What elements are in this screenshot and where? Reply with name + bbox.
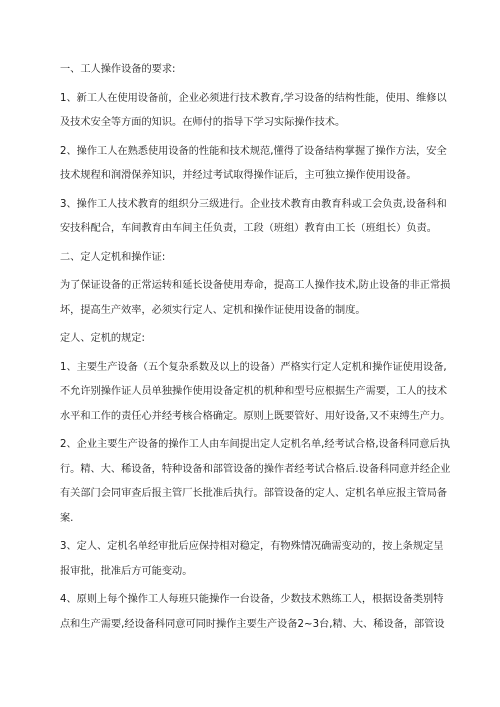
text-line: 点和生产需要,经设备科同意可同时操作主要生产设备2~3台,精、大、稀设备，部管设 xyxy=(60,618,445,630)
text-line: 1、主要生产设备（五个复杂系数及以上的设备）严格实行定人定机和操作证使用设备, xyxy=(60,361,447,373)
text-line: 3、定人、定机名单经审批后应保持相对稳定，有物殊情况确需变动的，按上条规定呈 xyxy=(60,541,444,552)
text-line: 2、企业主要生产设备的操作工人由车间提出定人定机名单,经考试合格,设备科同意后执 xyxy=(60,439,450,450)
document-body xyxy=(60,58,452,637)
text-line: 安技科配合，车间教育由车间主任负责，工段（班组）教育由工长（班组长）负责。 xyxy=(60,223,437,234)
section-heading-2: 二、定人定机和操作证: xyxy=(60,251,166,263)
text-line: 1、新工人在使用设备前，企业必须进行技术教育,学习设备的结构性能，使用、维修以 xyxy=(60,92,447,104)
text-line: 2、操作工人在熟悉使用设备的性能和技术规范,懂得了设备结构掌握了操作方法，安全 xyxy=(60,145,447,157)
section-heading-1: 一、工人操作设备的要求: xyxy=(60,64,176,75)
text-line: 3、操作工人技术教育的组织分三级进行。企业技术教育由教育科或工会负责,设备科和 xyxy=(60,198,447,210)
text-line: 有关部门会同审查后报主管厂长批准后执行。部管设备的定人、定机名单应报主管局备 xyxy=(60,488,448,499)
text-line: 不允许别操作证人员单独操作使用设备定机的机种和型号应根据生产需要，工人的技术 xyxy=(60,386,448,397)
text-line: 坏，提高生产效率，必须实行定人、定机和操作证使用设备的制度。 xyxy=(60,304,366,316)
text-line: 水平和工作的责任心并经考核合格确定。原则上既要管好、用好设备,又不束缚生产力。 xyxy=(60,410,451,422)
subheading: 定人、定机的规定: xyxy=(60,333,145,344)
text-line: 技术规程和润滑保养知识，并经过考试取得操作证后，主可独立操作使用设备。 xyxy=(60,170,417,181)
text-line: 案. xyxy=(60,512,74,524)
text-line: 及技术安全等方面的知识。在师付的指导下学习实际操作技术。 xyxy=(60,117,346,128)
text-line: 4、原则上每个操作工人每班只能操作一台设备，少数技术熟练工人，根据设备类别特 xyxy=(60,594,444,605)
text-line: 为了保证设备的正常运转和延长设备使用寿命，提高工人操作技术,防止设备的非正常损 xyxy=(60,280,451,291)
text-line: 行。精、大、稀设备，特种设备和部管设备的操作者经考试合格后.设备科同意并经企业 xyxy=(60,463,451,475)
text-line: 报审批，批准后方可能变动。 xyxy=(60,565,193,577)
